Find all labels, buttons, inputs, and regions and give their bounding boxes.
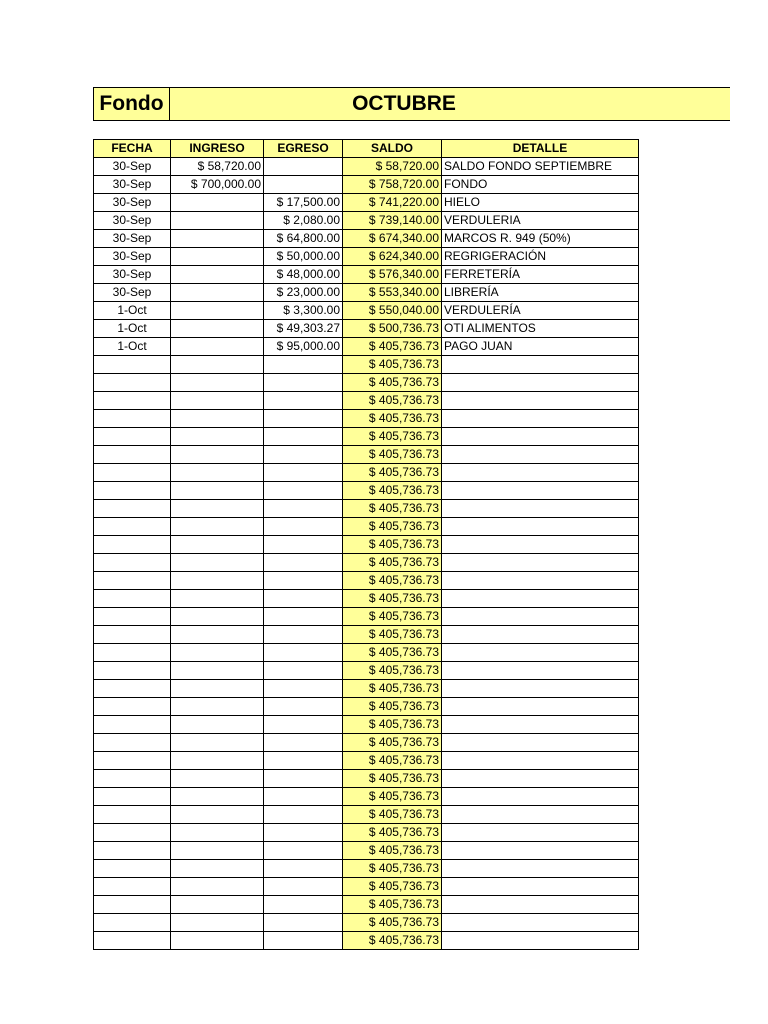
cell-saldo[interactable]: $ 405,736.73 bbox=[343, 356, 442, 374]
cell-fecha[interactable] bbox=[94, 446, 171, 464]
table-row bbox=[94, 230, 639, 248]
cell-ingreso[interactable] bbox=[171, 338, 264, 356]
table-row bbox=[94, 518, 639, 536]
cell-saldo[interactable]: $ 405,736.73 bbox=[343, 572, 442, 590]
cell-saldo[interactable]: $ 576,340.00 bbox=[343, 266, 442, 284]
cell-detalle[interactable] bbox=[442, 446, 639, 464]
cell-detalle[interactable] bbox=[442, 698, 639, 716]
cell-saldo[interactable]: $ 405,736.73 bbox=[343, 590, 442, 608]
cell-ingreso[interactable] bbox=[171, 590, 264, 608]
cell-ingreso[interactable] bbox=[171, 734, 264, 752]
cell-ingreso[interactable] bbox=[171, 500, 264, 518]
cell-detalle[interactable]: FERRETERÍA bbox=[442, 266, 639, 284]
cell-saldo[interactable]: $ 405,736.73 bbox=[343, 482, 442, 500]
cell-ingreso[interactable] bbox=[171, 824, 264, 842]
cell-egreso[interactable]: $ 2,080.00 bbox=[264, 212, 343, 230]
cell-egreso[interactable] bbox=[264, 392, 343, 410]
table-row bbox=[94, 878, 639, 896]
cell-fecha[interactable] bbox=[94, 842, 171, 860]
cell-saldo[interactable]: $ 405,736.73 bbox=[343, 770, 442, 788]
fund-label: Fondo bbox=[93, 87, 170, 121]
cell-ingreso[interactable] bbox=[171, 536, 264, 554]
cell-fecha[interactable]: 30-Sep bbox=[94, 248, 171, 266]
cell-detalle[interactable] bbox=[442, 734, 639, 752]
cell-detalle[interactable]: REGRIGERACIÓN bbox=[442, 248, 639, 266]
cell-saldo[interactable]: $ 405,736.73 bbox=[343, 626, 442, 644]
cell-ingreso[interactable] bbox=[171, 842, 264, 860]
month-title: OCTUBRE bbox=[352, 92, 456, 115]
cell-ingreso[interactable] bbox=[171, 896, 264, 914]
cell-egreso[interactable] bbox=[264, 500, 343, 518]
cell-detalle[interactable] bbox=[442, 590, 639, 608]
cell-fecha[interactable] bbox=[94, 770, 171, 788]
cell-egreso[interactable] bbox=[264, 446, 343, 464]
cell-egreso[interactable]: $ 3,300.00 bbox=[264, 302, 343, 320]
cell-fecha[interactable]: 30-Sep bbox=[94, 212, 171, 230]
cell-saldo[interactable]: $ 405,736.73 bbox=[343, 446, 442, 464]
table-row bbox=[94, 842, 639, 860]
cell-egreso[interactable] bbox=[264, 824, 343, 842]
cell-fecha[interactable] bbox=[94, 824, 171, 842]
table-row bbox=[94, 860, 639, 878]
cell-detalle[interactable] bbox=[442, 842, 639, 860]
table-row bbox=[94, 374, 639, 392]
cell-saldo[interactable]: $ 405,736.73 bbox=[343, 752, 442, 770]
cell-fecha[interactable] bbox=[94, 860, 171, 878]
cell-fecha[interactable]: 30-Sep bbox=[94, 230, 171, 248]
table-row bbox=[94, 824, 639, 842]
cell-ingreso[interactable] bbox=[171, 428, 264, 446]
table-row bbox=[94, 158, 639, 176]
table-row bbox=[94, 932, 639, 950]
cell-fecha[interactable]: 30-Sep bbox=[94, 176, 171, 194]
cell-detalle[interactable] bbox=[442, 554, 639, 572]
table-row bbox=[94, 590, 639, 608]
cell-saldo[interactable]: $ 405,736.73 bbox=[343, 464, 442, 482]
cell-detalle[interactable] bbox=[442, 932, 639, 950]
cell-ingreso[interactable] bbox=[171, 644, 264, 662]
cell-saldo[interactable]: $ 739,140.00 bbox=[343, 212, 442, 230]
month-title-bar bbox=[170, 87, 730, 121]
cell-detalle[interactable]: VERDULERÍA bbox=[442, 302, 639, 320]
cell-fecha[interactable] bbox=[94, 716, 171, 734]
cell-detalle[interactable] bbox=[442, 392, 639, 410]
cell-ingreso[interactable]: $ 58,720.00 bbox=[171, 158, 264, 176]
cell-fecha[interactable]: 30-Sep bbox=[94, 158, 171, 176]
cell-detalle[interactable]: OTI ALIMENTOS bbox=[442, 320, 639, 338]
cell-detalle[interactable] bbox=[442, 536, 639, 554]
table-row bbox=[94, 320, 639, 338]
cell-egreso[interactable] bbox=[264, 608, 343, 626]
cell-detalle[interactable] bbox=[442, 410, 639, 428]
table-row bbox=[94, 266, 639, 284]
cell-egreso[interactable] bbox=[264, 806, 343, 824]
cell-ingreso[interactable] bbox=[171, 212, 264, 230]
cell-saldo[interactable]: $ 405,736.73 bbox=[343, 518, 442, 536]
cell-fecha[interactable] bbox=[94, 788, 171, 806]
cell-fecha[interactable] bbox=[94, 590, 171, 608]
col-header-fecha[interactable]: FECHA bbox=[94, 140, 171, 158]
table-row bbox=[94, 536, 639, 554]
cell-fecha[interactable] bbox=[94, 752, 171, 770]
header-row bbox=[94, 140, 639, 158]
cell-egreso[interactable]: $ 17,500.00 bbox=[264, 194, 343, 212]
table-row bbox=[94, 392, 639, 410]
cell-detalle[interactable] bbox=[442, 626, 639, 644]
cell-detalle[interactable] bbox=[442, 572, 639, 590]
table-row bbox=[94, 896, 639, 914]
cell-ingreso[interactable] bbox=[171, 752, 264, 770]
table-row bbox=[94, 482, 639, 500]
table-row bbox=[94, 914, 639, 932]
table-row bbox=[94, 662, 639, 680]
table-row bbox=[94, 770, 639, 788]
cell-ingreso[interactable] bbox=[171, 626, 264, 644]
cell-saldo[interactable]: $ 674,340.00 bbox=[343, 230, 442, 248]
cell-saldo[interactable]: $ 405,736.73 bbox=[343, 842, 442, 860]
cell-egreso[interactable] bbox=[264, 410, 343, 428]
table-row bbox=[94, 446, 639, 464]
cell-ingreso[interactable] bbox=[171, 716, 264, 734]
cell-egreso[interactable]: $ 95,000.00 bbox=[264, 338, 343, 356]
cell-egreso[interactable] bbox=[264, 896, 343, 914]
cell-saldo[interactable]: $ 405,736.73 bbox=[343, 644, 442, 662]
cell-ingreso[interactable] bbox=[171, 284, 264, 302]
cell-saldo[interactable]: $ 405,736.73 bbox=[343, 536, 442, 554]
cell-egreso[interactable] bbox=[264, 428, 343, 446]
cell-saldo[interactable]: $ 405,736.73 bbox=[343, 392, 442, 410]
table-row bbox=[94, 626, 639, 644]
cell-ingreso[interactable] bbox=[171, 356, 264, 374]
cell-detalle[interactable] bbox=[442, 680, 639, 698]
cell-ingreso[interactable] bbox=[171, 230, 264, 248]
table-row bbox=[94, 338, 639, 356]
cell-fecha[interactable] bbox=[94, 680, 171, 698]
cell-fecha[interactable]: 30-Sep bbox=[94, 284, 171, 302]
cell-detalle[interactable] bbox=[442, 716, 639, 734]
cell-detalle[interactable] bbox=[442, 860, 639, 878]
cell-saldo[interactable]: $ 405,736.73 bbox=[343, 374, 442, 392]
cell-fecha[interactable] bbox=[94, 662, 171, 680]
cell-detalle[interactable] bbox=[442, 752, 639, 770]
cell-fecha[interactable] bbox=[94, 896, 171, 914]
cell-saldo[interactable]: $ 405,736.73 bbox=[343, 410, 442, 428]
cell-saldo[interactable]: $ 405,736.73 bbox=[343, 806, 442, 824]
cell-detalle[interactable] bbox=[442, 878, 639, 896]
table-row bbox=[94, 698, 639, 716]
cell-saldo[interactable]: $ 553,340.00 bbox=[343, 284, 442, 302]
cell-egreso[interactable] bbox=[264, 770, 343, 788]
cell-egreso[interactable]: $ 49,303.27 bbox=[264, 320, 343, 338]
cell-egreso[interactable] bbox=[264, 554, 343, 572]
table-row bbox=[94, 572, 639, 590]
cell-egreso[interactable]: $ 50,000.00 bbox=[264, 248, 343, 266]
cell-fecha[interactable] bbox=[94, 392, 171, 410]
table-row bbox=[94, 554, 639, 572]
cell-fecha[interactable] bbox=[94, 410, 171, 428]
cell-detalle[interactable]: LIBRERÍA bbox=[442, 284, 639, 302]
col-header-ingreso[interactable]: INGRESO bbox=[171, 140, 264, 158]
table-row bbox=[94, 410, 639, 428]
cell-egreso[interactable] bbox=[264, 176, 343, 194]
cell-fecha[interactable] bbox=[94, 644, 171, 662]
cell-ingreso[interactable] bbox=[171, 680, 264, 698]
cell-saldo[interactable]: $ 405,736.73 bbox=[343, 428, 442, 446]
table-row bbox=[94, 644, 639, 662]
cell-saldo[interactable]: $ 405,736.73 bbox=[343, 878, 442, 896]
cell-ingreso[interactable] bbox=[171, 464, 264, 482]
cell-saldo[interactable]: $ 405,736.73 bbox=[343, 608, 442, 626]
cell-fecha[interactable] bbox=[94, 374, 171, 392]
cell-saldo[interactable]: $ 405,736.73 bbox=[343, 554, 442, 572]
cell-ingreso[interactable] bbox=[171, 698, 264, 716]
cell-egreso[interactable]: $ 64,800.00 bbox=[264, 230, 343, 248]
cell-egreso[interactable] bbox=[264, 158, 343, 176]
cell-detalle[interactable] bbox=[442, 770, 639, 788]
cell-detalle[interactable] bbox=[442, 374, 639, 392]
cell-ingreso[interactable] bbox=[171, 392, 264, 410]
cell-ingreso[interactable] bbox=[171, 860, 264, 878]
cell-fecha[interactable] bbox=[94, 608, 171, 626]
cell-saldo[interactable]: $ 405,736.73 bbox=[343, 734, 442, 752]
cell-saldo[interactable]: $ 405,736.73 bbox=[343, 662, 442, 680]
cell-saldo[interactable]: $ 500,736.73 bbox=[343, 320, 442, 338]
cell-egreso[interactable] bbox=[264, 590, 343, 608]
cell-ingreso[interactable] bbox=[171, 320, 264, 338]
table-row bbox=[94, 608, 639, 626]
cell-fecha[interactable] bbox=[94, 698, 171, 716]
table-row bbox=[94, 716, 639, 734]
cell-egreso[interactable] bbox=[264, 842, 343, 860]
cell-saldo[interactable]: $ 550,040.00 bbox=[343, 302, 442, 320]
cell-egreso[interactable] bbox=[264, 752, 343, 770]
cell-detalle[interactable] bbox=[442, 464, 639, 482]
table-row bbox=[94, 284, 639, 302]
col-header-saldo[interactable]: SALDO bbox=[343, 140, 442, 158]
cell-egreso[interactable] bbox=[264, 626, 343, 644]
cell-ingreso[interactable] bbox=[171, 770, 264, 788]
cell-egreso[interactable] bbox=[264, 644, 343, 662]
cell-fecha[interactable] bbox=[94, 464, 171, 482]
cell-ingreso[interactable] bbox=[171, 806, 264, 824]
cell-egreso[interactable] bbox=[264, 536, 343, 554]
cell-fecha[interactable]: 1-Oct bbox=[94, 302, 171, 320]
cell-detalle[interactable] bbox=[442, 662, 639, 680]
cell-ingreso[interactable] bbox=[171, 374, 264, 392]
cell-egreso[interactable] bbox=[264, 518, 343, 536]
cell-detalle[interactable]: HIELO bbox=[442, 194, 639, 212]
cell-egreso[interactable] bbox=[264, 716, 343, 734]
cell-detalle[interactable] bbox=[442, 518, 639, 536]
cell-saldo[interactable]: $ 405,736.73 bbox=[343, 698, 442, 716]
table-row bbox=[94, 302, 639, 320]
cell-saldo[interactable]: $ 405,736.73 bbox=[343, 338, 442, 356]
cell-saldo[interactable]: $ 58,720.00 bbox=[343, 158, 442, 176]
ledger-table bbox=[93, 139, 639, 950]
cell-saldo[interactable]: $ 405,736.73 bbox=[343, 896, 442, 914]
cell-ingreso[interactable] bbox=[171, 410, 264, 428]
cell-fecha[interactable] bbox=[94, 806, 171, 824]
table-row bbox=[94, 734, 639, 752]
cell-fecha[interactable] bbox=[94, 572, 171, 590]
cell-saldo[interactable]: $ 405,736.73 bbox=[343, 680, 442, 698]
cell-ingreso[interactable] bbox=[171, 482, 264, 500]
cell-fecha[interactable] bbox=[94, 554, 171, 572]
cell-fecha[interactable] bbox=[94, 536, 171, 554]
cell-fecha[interactable]: 1-Oct bbox=[94, 338, 171, 356]
cell-ingreso[interactable]: $ 700,000.00 bbox=[171, 176, 264, 194]
table-row bbox=[94, 752, 639, 770]
table-row bbox=[94, 176, 639, 194]
cell-fecha[interactable]: 30-Sep bbox=[94, 266, 171, 284]
cell-egreso[interactable] bbox=[264, 374, 343, 392]
cell-ingreso[interactable] bbox=[171, 518, 264, 536]
cell-egreso[interactable] bbox=[264, 482, 343, 500]
cell-detalle[interactable]: VERDULERIA bbox=[442, 212, 639, 230]
cell-saldo[interactable]: $ 405,736.73 bbox=[343, 824, 442, 842]
table-row bbox=[94, 806, 639, 824]
cell-ingreso[interactable] bbox=[171, 662, 264, 680]
cell-detalle[interactable] bbox=[442, 356, 639, 374]
cell-fecha[interactable] bbox=[94, 500, 171, 518]
cell-fecha[interactable] bbox=[94, 428, 171, 446]
cell-egreso[interactable] bbox=[264, 914, 343, 932]
cell-egreso[interactable]: $ 48,000.00 bbox=[264, 266, 343, 284]
cell-ingreso[interactable] bbox=[171, 914, 264, 932]
cell-saldo[interactable]: $ 405,736.73 bbox=[343, 788, 442, 806]
cell-fecha[interactable] bbox=[94, 518, 171, 536]
table-row bbox=[94, 428, 639, 446]
cell-saldo[interactable]: $ 741,220.00 bbox=[343, 194, 442, 212]
cell-saldo[interactable]: $ 405,736.73 bbox=[343, 932, 442, 950]
cell-saldo[interactable]: $ 405,736.73 bbox=[343, 914, 442, 932]
col-header-detalle[interactable]: DETALLE bbox=[442, 140, 639, 158]
cell-ingreso[interactable] bbox=[171, 878, 264, 896]
cell-saldo[interactable]: $ 758,720.00 bbox=[343, 176, 442, 194]
cell-detalle[interactable] bbox=[442, 428, 639, 446]
cell-detalle[interactable] bbox=[442, 824, 639, 842]
cell-saldo[interactable]: $ 624,340.00 bbox=[343, 248, 442, 266]
cell-detalle[interactable]: SALDO FONDO SEPTIEMBRE bbox=[442, 158, 639, 176]
cell-detalle[interactable] bbox=[442, 914, 639, 932]
cell-egreso[interactable]: $ 23,000.00 bbox=[264, 284, 343, 302]
table-row bbox=[94, 356, 639, 374]
cell-detalle[interactable] bbox=[442, 896, 639, 914]
cell-fecha[interactable] bbox=[94, 482, 171, 500]
cell-ingreso[interactable] bbox=[171, 788, 264, 806]
cell-egreso[interactable] bbox=[264, 356, 343, 374]
table-row bbox=[94, 212, 639, 230]
cell-egreso[interactable] bbox=[264, 860, 343, 878]
cell-ingreso[interactable] bbox=[171, 932, 264, 950]
cell-fecha[interactable] bbox=[94, 734, 171, 752]
cell-fecha[interactable] bbox=[94, 356, 171, 374]
cell-ingreso[interactable] bbox=[171, 266, 264, 284]
cell-detalle[interactable] bbox=[442, 644, 639, 662]
cell-egreso[interactable] bbox=[264, 932, 343, 950]
cell-egreso[interactable] bbox=[264, 680, 343, 698]
cell-ingreso[interactable] bbox=[171, 554, 264, 572]
cell-detalle[interactable] bbox=[442, 788, 639, 806]
cell-detalle[interactable] bbox=[442, 500, 639, 518]
cell-fecha[interactable]: 30-Sep bbox=[94, 194, 171, 212]
cell-egreso[interactable] bbox=[264, 662, 343, 680]
cell-fecha[interactable]: 1-Oct bbox=[94, 320, 171, 338]
cell-egreso[interactable] bbox=[264, 788, 343, 806]
cell-ingreso[interactable] bbox=[171, 608, 264, 626]
cell-fecha[interactable] bbox=[94, 914, 171, 932]
cell-fecha[interactable] bbox=[94, 626, 171, 644]
col-header-egreso[interactable]: EGRESO bbox=[264, 140, 343, 158]
table-row bbox=[94, 248, 639, 266]
cell-detalle[interactable] bbox=[442, 608, 639, 626]
cell-detalle[interactable]: PAGO JUAN bbox=[442, 338, 639, 356]
cell-saldo[interactable]: $ 405,736.73 bbox=[343, 716, 442, 734]
table-row bbox=[94, 788, 639, 806]
cell-fecha[interactable] bbox=[94, 878, 171, 896]
cell-detalle[interactable]: MARCOS R. 949 (50%) bbox=[442, 230, 639, 248]
cell-ingreso[interactable] bbox=[171, 446, 264, 464]
cell-detalle[interactable] bbox=[442, 806, 639, 824]
cell-ingreso[interactable] bbox=[171, 302, 264, 320]
cell-egreso[interactable] bbox=[264, 572, 343, 590]
cell-saldo[interactable]: $ 405,736.73 bbox=[343, 860, 442, 878]
table-row bbox=[94, 500, 639, 518]
cell-egreso[interactable] bbox=[264, 698, 343, 716]
cell-detalle[interactable] bbox=[442, 482, 639, 500]
cell-detalle[interactable]: FONDO bbox=[442, 176, 639, 194]
table-row bbox=[94, 194, 639, 212]
table-row bbox=[94, 680, 639, 698]
table-row bbox=[94, 464, 639, 482]
cell-ingreso[interactable] bbox=[171, 194, 264, 212]
cell-ingreso[interactable] bbox=[171, 248, 264, 266]
cell-egreso[interactable] bbox=[264, 878, 343, 896]
cell-ingreso[interactable] bbox=[171, 572, 264, 590]
cell-saldo[interactable]: $ 405,736.73 bbox=[343, 500, 442, 518]
cell-egreso[interactable] bbox=[264, 734, 343, 752]
cell-egreso[interactable] bbox=[264, 464, 343, 482]
cell-fecha[interactable] bbox=[94, 932, 171, 950]
